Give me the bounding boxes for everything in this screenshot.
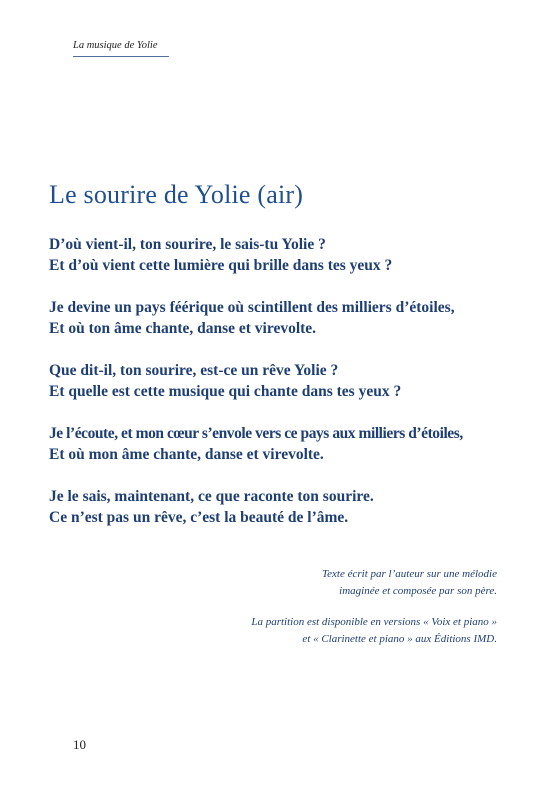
poem-line: Et où ton âme chante, danse et virevolte.: [49, 320, 317, 337]
stanza-5: [49, 486, 509, 528]
note-composition: [251, 566, 497, 600]
stanza-2: [49, 297, 509, 339]
note-line: Texte écrit par l’auteur sur une mélodie: [322, 568, 497, 580]
stanza-3: [49, 360, 509, 402]
page-number: 10: [73, 737, 86, 752]
poem-line: Et quelle est cette musique qui chante dans tes yeux ?: [49, 383, 402, 400]
poem-line: Je l’écoute, et mon cœur s’envole vers ce pays aux milliers d’étoiles,: [49, 425, 463, 442]
poem-line: Ce n’est pas un rêve, c’est la beauté de l’âme.: [49, 509, 349, 526]
stanza-4: [49, 423, 509, 465]
note-line: La partition est disponible en versions « Voix et piano »: [251, 616, 497, 628]
poem-body: [49, 234, 509, 549]
poem-line: Je le sais, maintenant, ce que raconte ton sourire.: [49, 488, 374, 505]
poem-line: Et où mon âme chante, danse et virevolte.: [49, 446, 324, 463]
running-header: [73, 40, 158, 53]
note-line: et « Clarinette et piano » aux Éditions IMD.: [302, 633, 497, 645]
poem-line: Que dit-il, ton sourire, est-ce un rêve Yolie ?: [49, 362, 339, 379]
header-rule: [73, 56, 169, 57]
stanza-1: [49, 234, 509, 276]
note-score-availability: [251, 614, 497, 648]
note-line: imaginée et composée par son père.: [339, 585, 497, 597]
author-notes: [251, 566, 497, 662]
poem-line: D’où vient-il, ton sourire, le sais-tu Yolie ?: [49, 236, 326, 253]
poem-title: Le sourire de Yolie (air): [49, 180, 304, 209]
poem-line: Je devine un pays féérique où scintillent des milliers d’étoiles,: [49, 299, 455, 316]
running-title: La musique de Yolie: [73, 40, 158, 51]
poem-line: Et d’où vient cette lumière qui brille dans tes yeux ?: [49, 257, 393, 274]
